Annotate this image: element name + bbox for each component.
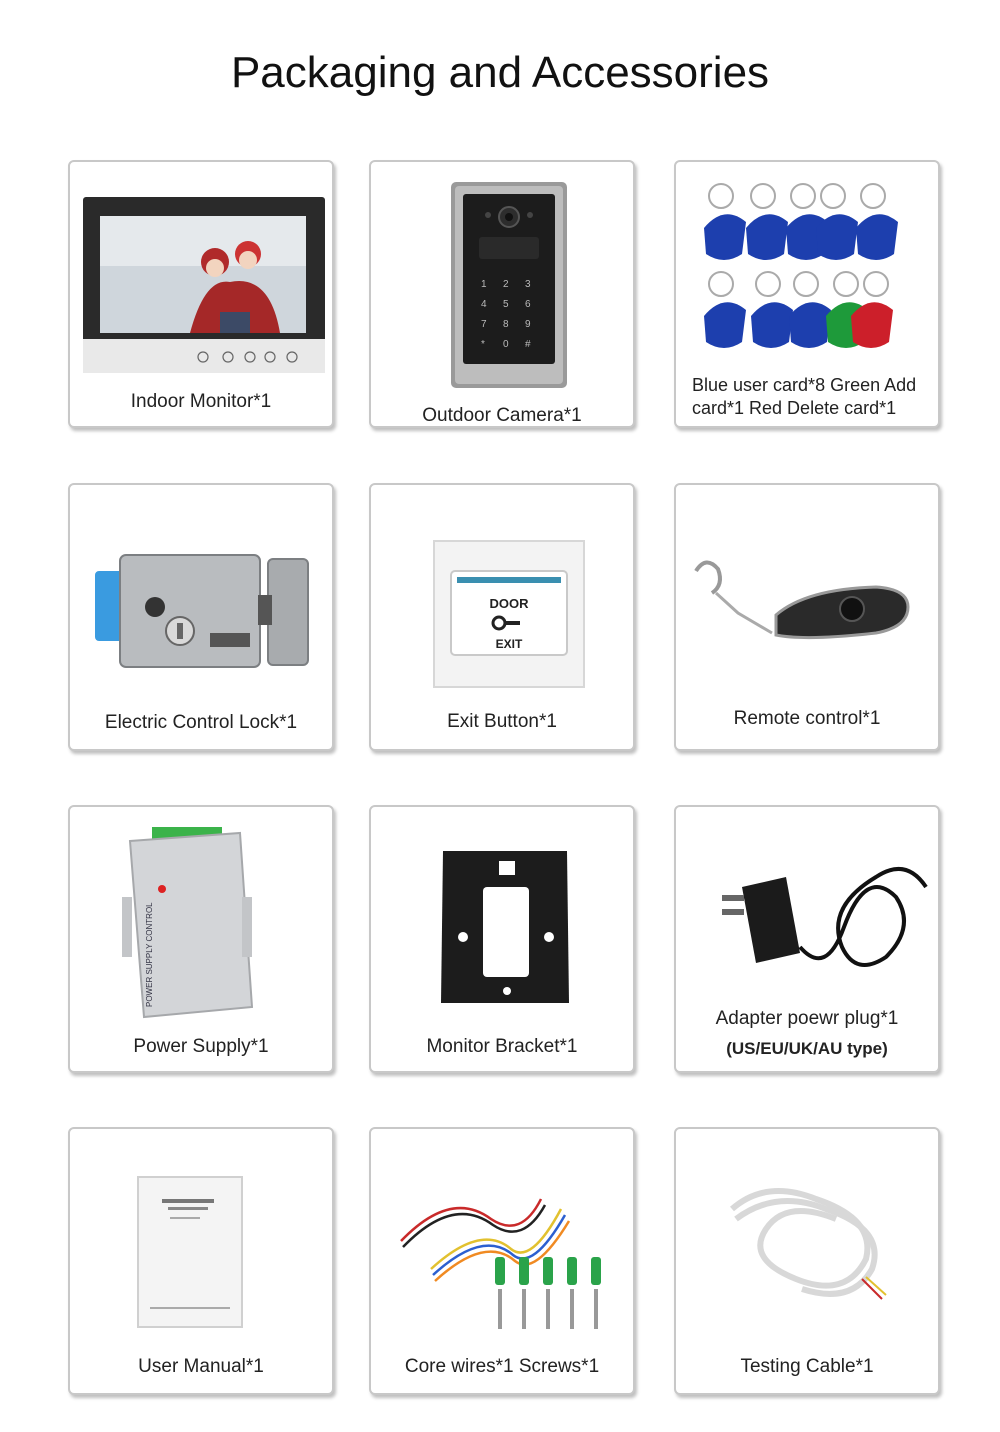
item-card-power-adapter <box>674 805 940 1073</box>
testing-cable-image <box>676 1129 938 1393</box>
svg-text:1: 1 <box>481 279 487 290</box>
item-card-outdoor-camera <box>369 160 635 428</box>
power-adapter-image <box>676 807 938 1071</box>
item-card-indoor-monitor <box>68 160 334 428</box>
item-card-testing-cable <box>674 1127 940 1395</box>
item-caption: Testing Cable*1 <box>740 1356 874 1377</box>
item-caption: Indoor Monitor*1 <box>130 391 272 412</box>
item-card-monitor-bracket <box>369 805 635 1073</box>
item-caption: Exit Button*1 <box>447 711 557 732</box>
item-caption: Power Supply*1 <box>133 1036 269 1057</box>
svg-text:8: 8 <box>503 319 509 330</box>
item-card-user-manual <box>68 1127 334 1395</box>
item-caption-line-2: card*1 Red Delete card*1 <box>692 398 897 418</box>
electric-lock-image <box>70 485 332 749</box>
item-card-remote-control <box>674 483 940 751</box>
item-caption: Adapter poewr plug*1 <box>715 1008 899 1029</box>
item-card-rfid-cards <box>674 160 940 428</box>
svg-text:0: 0 <box>503 339 509 350</box>
item-caption: User Manual*1 <box>138 1356 264 1377</box>
indoor-monitor-image <box>70 162 332 426</box>
item-caption: Core wires*1 Screws*1 <box>404 1356 600 1377</box>
svg-text:7: 7 <box>481 319 487 330</box>
svg-text:4: 4 <box>481 299 487 310</box>
user-manual-image <box>70 1129 332 1393</box>
item-caption: Remote control*1 <box>733 708 881 729</box>
svg-text:#: # <box>525 339 531 350</box>
item-subcaption: (US/EU/UK/AU type) <box>726 1039 888 1058</box>
item-caption: Electric Control Lock*1 <box>104 712 298 733</box>
item-card-electric-lock <box>68 483 334 751</box>
item-card-core-wires-screws <box>369 1127 635 1395</box>
svg-text:6: 6 <box>525 299 531 310</box>
item-caption: Outdoor Camera*1 <box>422 405 582 426</box>
svg-text:*: * <box>481 339 485 350</box>
svg-text:2: 2 <box>503 279 509 290</box>
monitor-bracket-image <box>371 807 633 1071</box>
page-title: Packaging and Accessories <box>230 48 770 97</box>
exit-button-door-text: DOOR <box>489 596 529 611</box>
item-caption: Monitor Bracket*1 <box>426 1036 578 1057</box>
svg-text:9: 9 <box>525 319 531 330</box>
exit-button-exit-text: EXIT <box>495 637 523 651</box>
power-supply-image <box>70 807 332 1071</box>
svg-text:5: 5 <box>503 299 509 310</box>
svg-text:3: 3 <box>525 279 531 290</box>
outdoor-camera-image <box>371 162 633 426</box>
item-card-power-supply <box>68 805 334 1073</box>
screws <box>495 1257 601 1329</box>
item-card-exit-button <box>369 483 635 751</box>
psu-label-text: POWER SUPPLY CONTROL <box>145 902 154 1007</box>
item-caption-line-1: Blue user card*8 Green Add <box>692 375 917 395</box>
core-wires-screws-image <box>371 1129 633 1393</box>
